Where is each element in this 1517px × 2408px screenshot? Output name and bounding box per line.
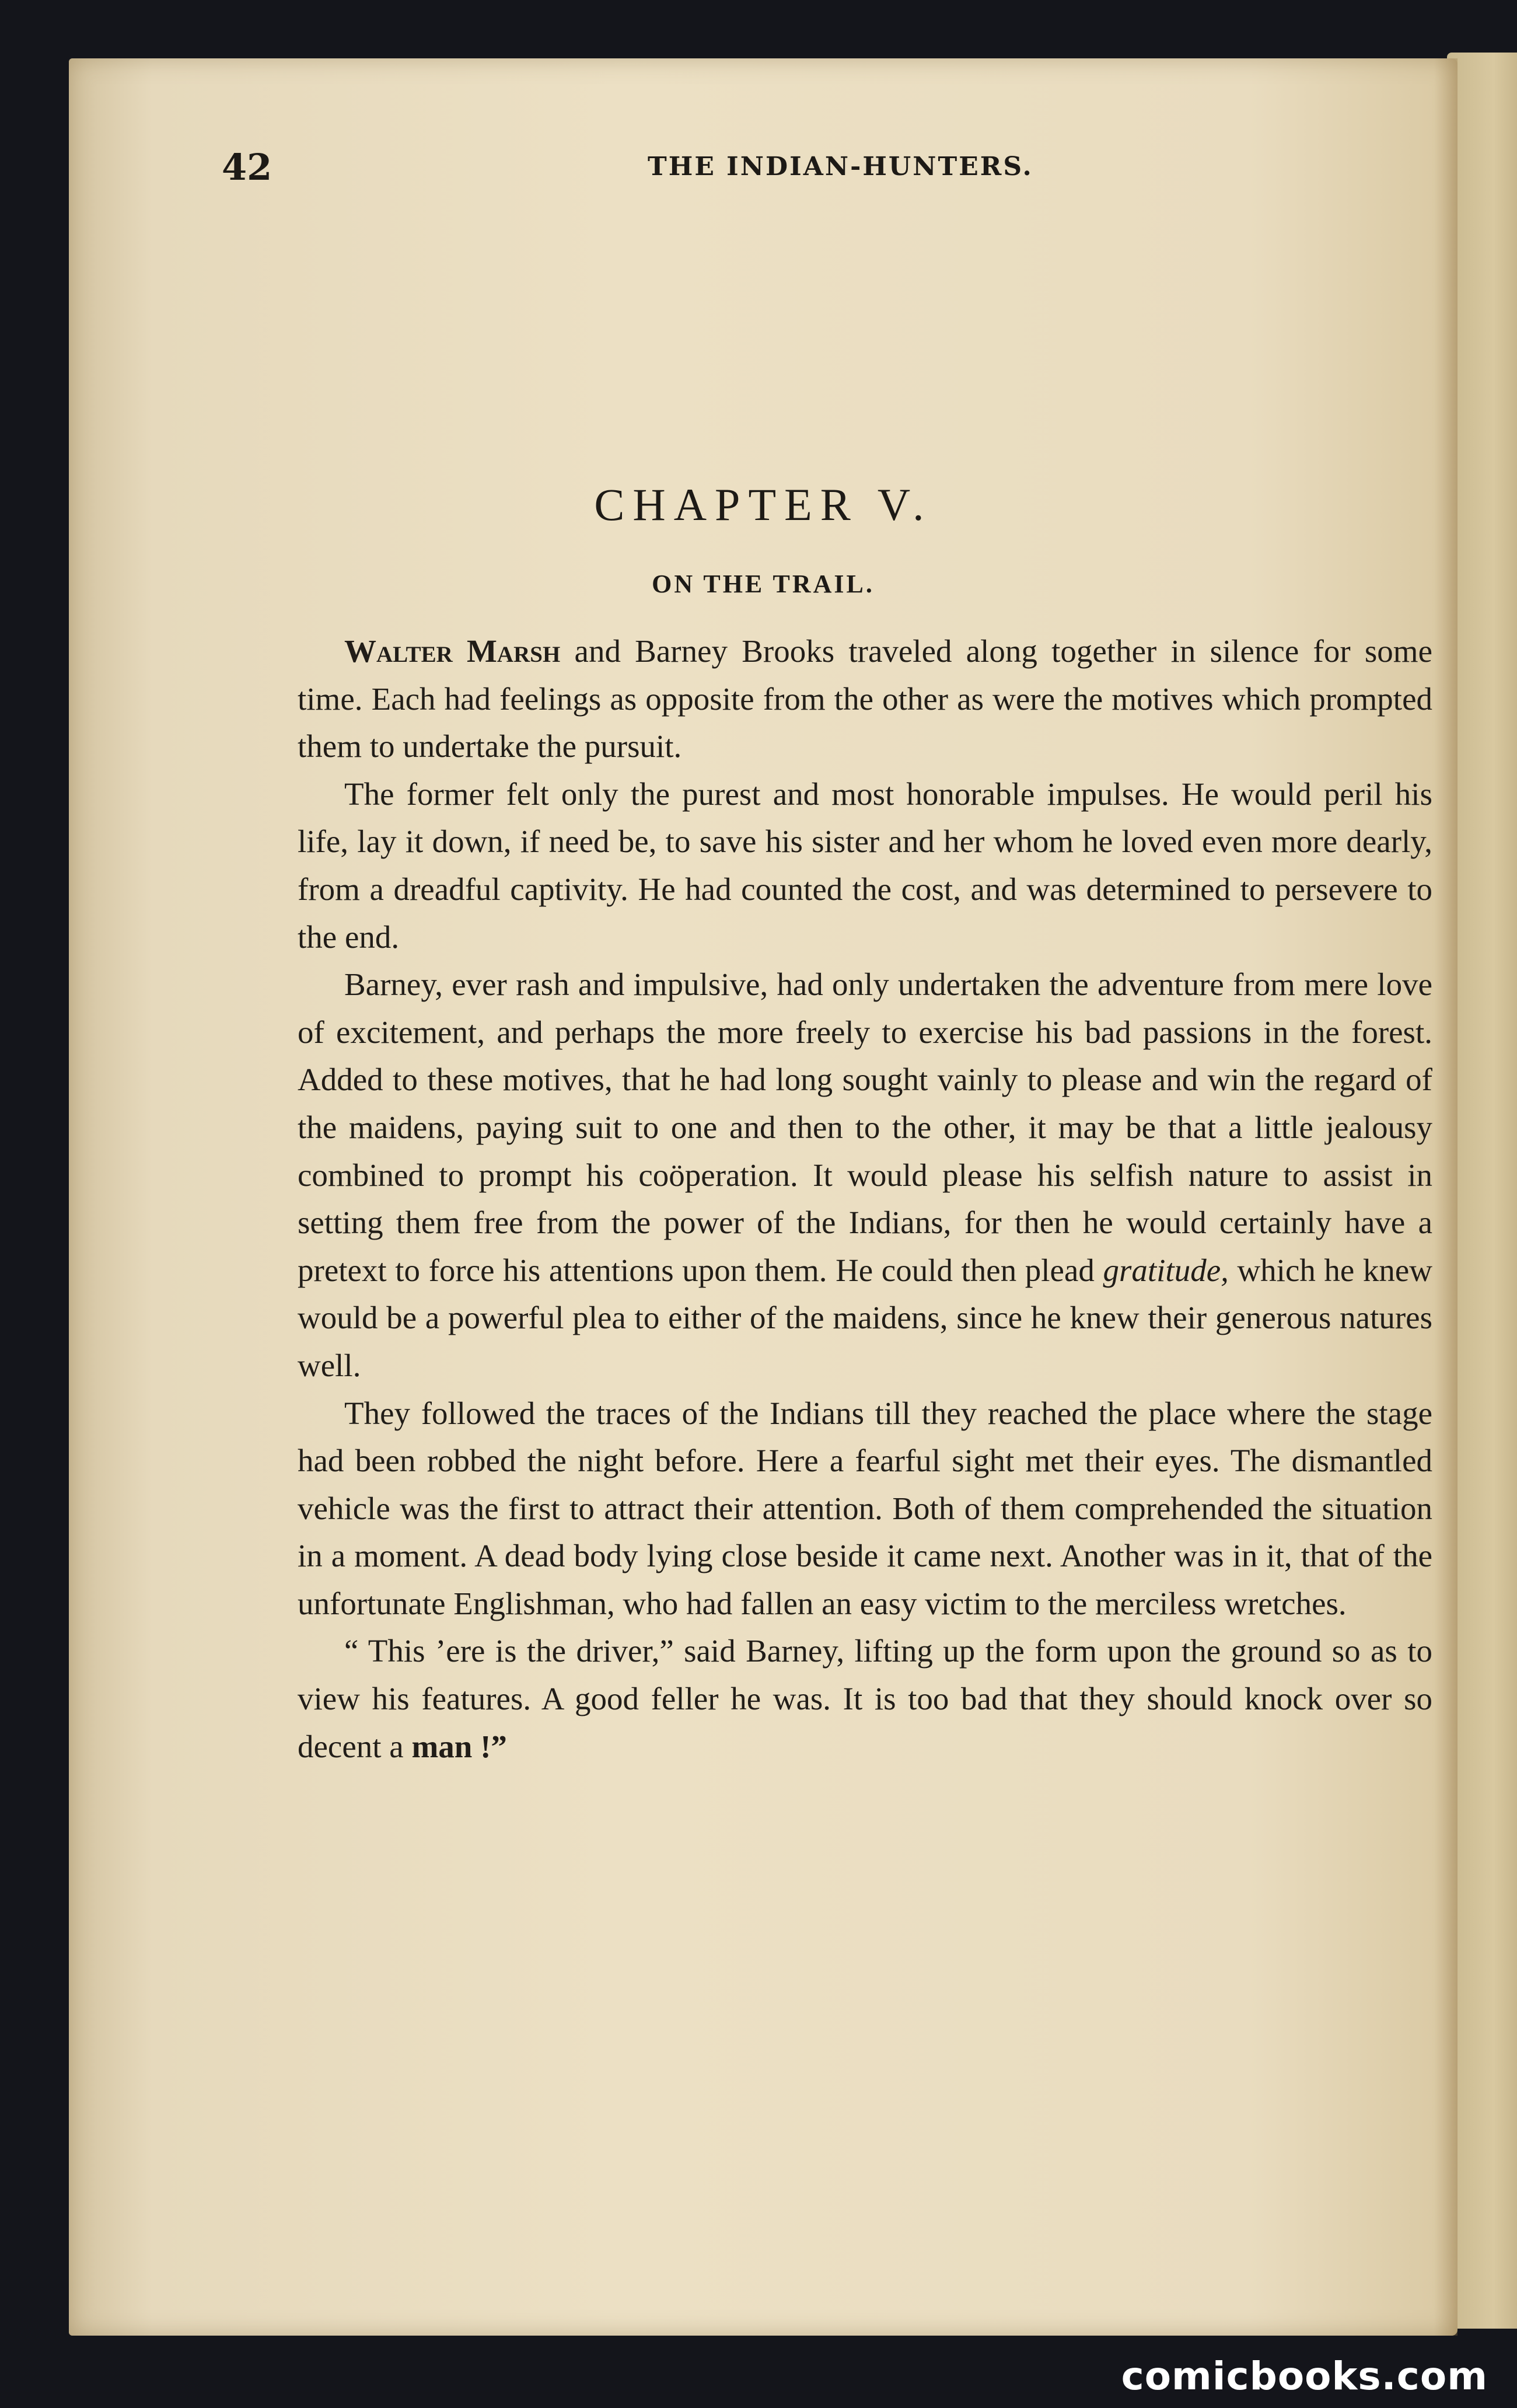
paragraph-1 [298, 627, 1432, 770]
paragraph-5 [298, 1627, 1432, 1770]
paragraph-1-text: and Barney Brooks traveled along together in silence for some time. Each had feelings as opposite from the other as were the motives which prompted them to undertake the pursuit. [298, 633, 1432, 765]
body-text [298, 627, 1432, 1770]
paragraph-3-text-a: Barney, ever rash and impulsive, had only undertaken the adventure from mere love of excitement, and perhaps the more freely to exercise his bad passions in the forest. Added to these motives, that he had long sought vainly to please and win the regard of the maidens, paying suit to one and then to the other, it may be that a little jealousy combined to prompt his coöperation. It would please his selfish nature to assist in setting them free from the power of the Indians, for then he would certainly have a pretext to force his attentions upon them. He could then plead [298, 966, 1432, 1288]
running-head: THE INDIAN-HUNTERS. [648, 152, 1033, 182]
page-gutter-shadow [1434, 58, 1457, 2336]
chapter-subtitle: ON THE TRAIL. [652, 570, 875, 598]
opening-name: Walter Marsh [344, 633, 561, 669]
chapter-title: CHAPTER V. [594, 479, 932, 530]
paragraph-5-text: “ This ’ere is the driver,” said Barney, lifting up the form upon the ground so as to view his features. A good feller he was. It is too bad that they should knock over so decent a [298, 1633, 1432, 1764]
adjacent-page-edge [1447, 53, 1517, 2329]
site-watermark: comicbooks.com [1121, 2354, 1488, 2399]
paragraph-3 [298, 961, 1432, 1389]
paragraph-2: The former felt only the purest and most honorable impulses. He would peril his life, lay it down, if need be, to save his sister and her whom he loved even more dearly, from a dreadful captivity. He had counted the cost, and was determined to persevere to the end. [298, 776, 1432, 955]
page-number: 42 [222, 146, 272, 189]
paragraph-5-end: man !” [411, 1728, 507, 1764]
italic-word: gratitude, [1103, 1252, 1229, 1288]
paragraph-3-text-b: which he knew would be a powerful plea to either of the maidens, since he knew their generous natures well. [298, 1252, 1433, 1383]
page-header [222, 146, 1249, 204]
paragraph-4: They followed the traces of the Indians till they reached the place where the stage had been robbed the night before. Here a fearful sight met their eyes. The dismantled vehicle was the first to attract their attention. Both of them comprehended the situation in a moment. A dead body lying close beside it came next. Another was in it, that of the unfortunate Englishman, who had fallen an easy victim to the merciless wretches. [298, 1395, 1432, 1621]
